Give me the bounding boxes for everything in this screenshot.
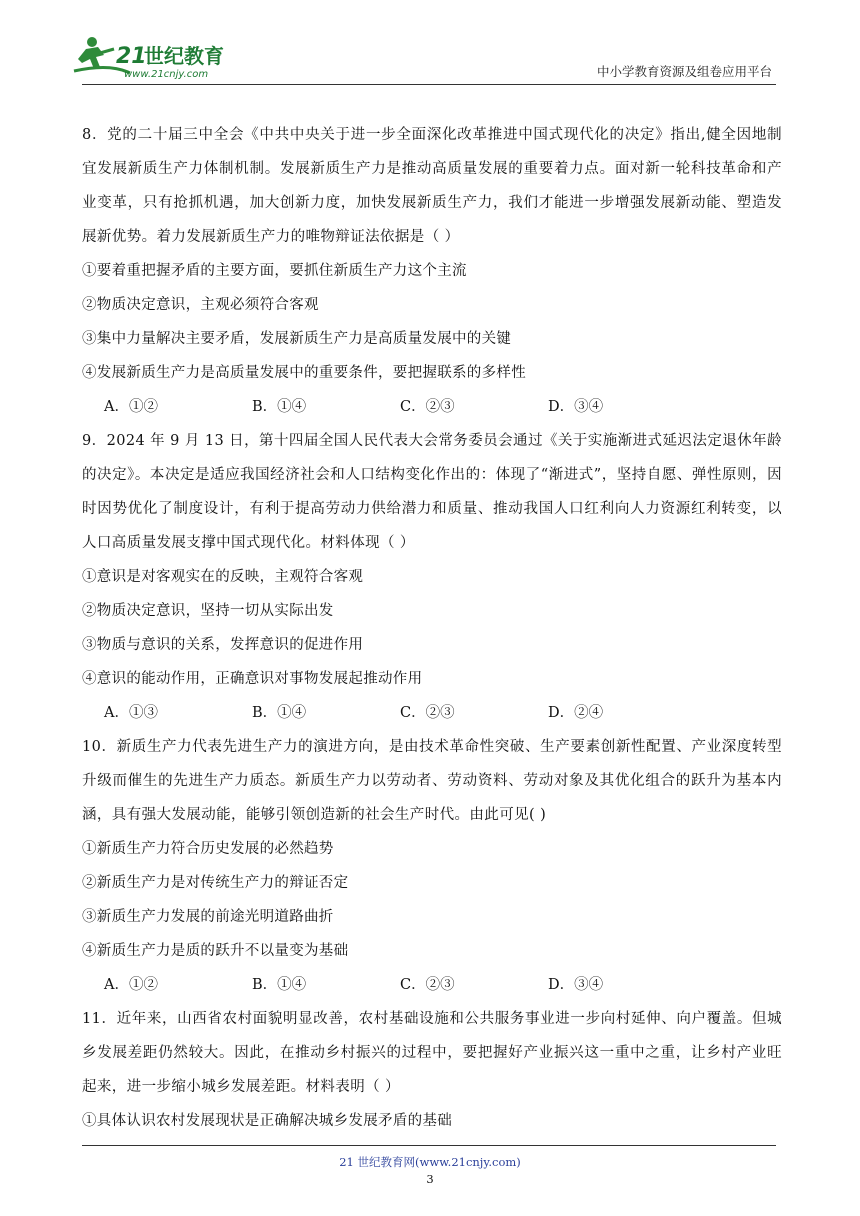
header-divider [82,84,776,85]
option-4: ④意识的能动作用，正确意识对事物发展起推动作用 [82,671,423,687]
answer-choices [82,968,782,1002]
choice-d[interactable]: D．③④ [548,399,604,415]
choice-b[interactable]: B．①④ [252,977,307,993]
choice-d[interactable]: D．②④ [548,705,604,721]
svg-text:21: 21 [116,44,147,69]
option-2: ②物质决定意识，主观必须符合客观 [82,297,319,313]
logo-icon [70,33,240,81]
option-3: ③物质与意识的关系，发挥意识的促进作用 [82,637,364,653]
footer-divider [82,1145,776,1146]
logo[interactable] [70,33,240,81]
answer-choices [82,696,782,730]
question-11 [82,1002,782,1138]
option-4: ④发展新质生产力是高质量发展中的重要条件，要把握联系的多样性 [82,365,526,381]
choice-a[interactable]: A．①② [104,977,158,993]
question-stem: 9．2024 年 9 月 13 日，第十四届全国人民代表大会常务委员会通过《关于实施渐进式延迟法定退休年龄的决定》。本决定是适应我国经济社会和人口结构变化作出的：体现了“渐进式”，坚持自愿、弹性原则，因时因势优化了制度设计，有利于提高劳动力供给潜力和质量、推动我国人口红利向人力资源红利转变，以人口高质量发展支撑中国式现代化。材料体现（ ） [82,433,782,551]
question-stem: 11．近年来，山西省农村面貌明显改善，农村基础设施和公共服务事业进一步向村延伸、向户覆盖。但城乡发展差距仍然较大。因此，在推动乡村振兴的过程中，要把握好产业振兴这一重中之重，让乡村产业旺起来，进一步缩小城乡发展差距。材料表明（ ） [82,1011,782,1095]
option-4: ④新质生产力是质的跃升不以量变为基础 [82,943,349,959]
svg-text:www.21cnjy.com: www.21cnjy.com [124,69,209,80]
question-8 [82,118,782,424]
choice-a[interactable]: A．①③ [104,705,158,721]
option-2: ②新质生产力是对传统生产力的辩证否定 [82,875,349,891]
choice-c[interactable]: C．②③ [400,705,455,721]
choice-a[interactable]: A．①② [104,399,158,415]
option-3: ③集中力量解决主要矛盾，发展新质生产力是高质量发展中的关键 [82,331,512,347]
option-3: ③新质生产力发展的前途光明道路曲折 [82,909,334,925]
question-list [82,118,782,1138]
choice-b[interactable]: B．①④ [252,705,307,721]
choice-c[interactable]: C．②③ [400,399,455,415]
page-number: 3 [426,1172,434,1186]
option-2: ②物质决定意识，坚持一切从实际出发 [82,603,334,619]
answer-choices [82,390,782,424]
option-1: ①意识是对客观实在的反映，主观符合客观 [82,569,364,585]
page-header [0,0,860,90]
question-stem: 8．党的二十届三中全会《中共中央关于进一步全面深化改革推进中国式现代化的决定》指出,健全因地制宜发展新质生产力体制机制。发展新质生产力是推动高质量发展的重要着力点。面对新一轮科技革命和产业变革，只有抢抓机遇，加大创新力度，加快发展新质生产力，我们才能进一步增强发展新动能、塑造发展新优势。着力发展新质生产力的唯物辩证法依据是（ ） [82,127,782,245]
question-10 [82,730,782,1002]
svg-text:世纪教育: 世纪教育 [144,44,224,68]
choice-d[interactable]: D．③④ [548,977,604,993]
footer-site-link[interactable]: 21 世纪教育网(www.21cnjy.com) [339,1155,521,1169]
question-stem: 10．新质生产力代表先进生产力的演进方向，是由技术革命性突破、生产要素创新性配置、产业深度转型升级而催生的先进生产力质态。新质生产力以劳动者、劳动资料、劳动对象及其优化组合的跃升为基本内涵，具有强大发展动能，能够引领创造新的社会生产时代。由此可见( ) [82,739,782,823]
option-1: ①新质生产力符合历史发展的必然趋势 [82,841,334,857]
choice-b[interactable]: B．①④ [252,399,307,415]
question-9 [82,424,782,730]
option-1: ①要着重把握矛盾的主要方面，要抓住新质生产力这个主流 [82,263,467,279]
option-1: ①具体认识农村发展现状是正确解决城乡发展矛盾的基础 [82,1113,452,1129]
platform-title: 中小学教育资源及组卷应用平台 [596,64,772,79]
choice-c[interactable]: C．②③ [400,977,455,993]
